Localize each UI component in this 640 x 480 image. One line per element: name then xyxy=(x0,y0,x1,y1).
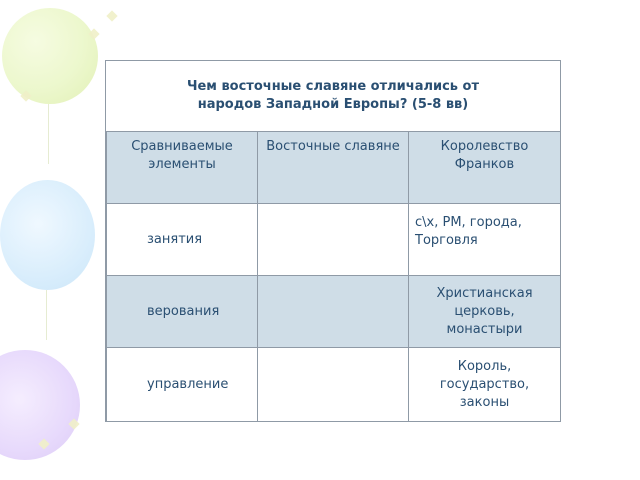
franks-cell: Король, государство, законы xyxy=(409,348,561,422)
comparison-table xyxy=(106,131,561,422)
franks-cell: с\х, РМ, города, Торговля xyxy=(409,204,561,276)
row-label: занятия xyxy=(107,204,258,276)
slide-title: Чем восточные славяне отличались от народов Западной Европы? (5-8 вв) xyxy=(186,79,480,112)
sparkle-decoration xyxy=(106,10,117,21)
franks-cell: Христианская церковь, монастыри xyxy=(409,276,561,348)
slide-card xyxy=(105,60,561,422)
balloon-string xyxy=(48,104,49,164)
sparkle-decoration xyxy=(88,28,99,39)
header-cell: Восточные славяне xyxy=(258,132,409,204)
balloon-decoration xyxy=(2,8,98,104)
header-cell: Королевство Франков xyxy=(409,132,561,204)
sparkle-decoration xyxy=(38,438,49,449)
table-row xyxy=(107,276,561,348)
sparkle-decoration xyxy=(20,90,31,101)
table-row xyxy=(107,348,561,422)
eastern-slavs-cell xyxy=(258,276,409,348)
table-row xyxy=(107,204,561,276)
header-cell: Сравниваемые элементы xyxy=(107,132,258,204)
sparkle-decoration xyxy=(68,418,79,429)
balloon-decoration xyxy=(0,180,95,290)
slide-title-box xyxy=(106,61,560,131)
eastern-slavs-cell xyxy=(258,204,409,276)
eastern-slavs-cell xyxy=(258,348,409,422)
table-header-row xyxy=(107,132,561,204)
row-label: верования xyxy=(107,276,258,348)
row-label: управление xyxy=(107,348,258,422)
balloon-string xyxy=(46,290,47,340)
